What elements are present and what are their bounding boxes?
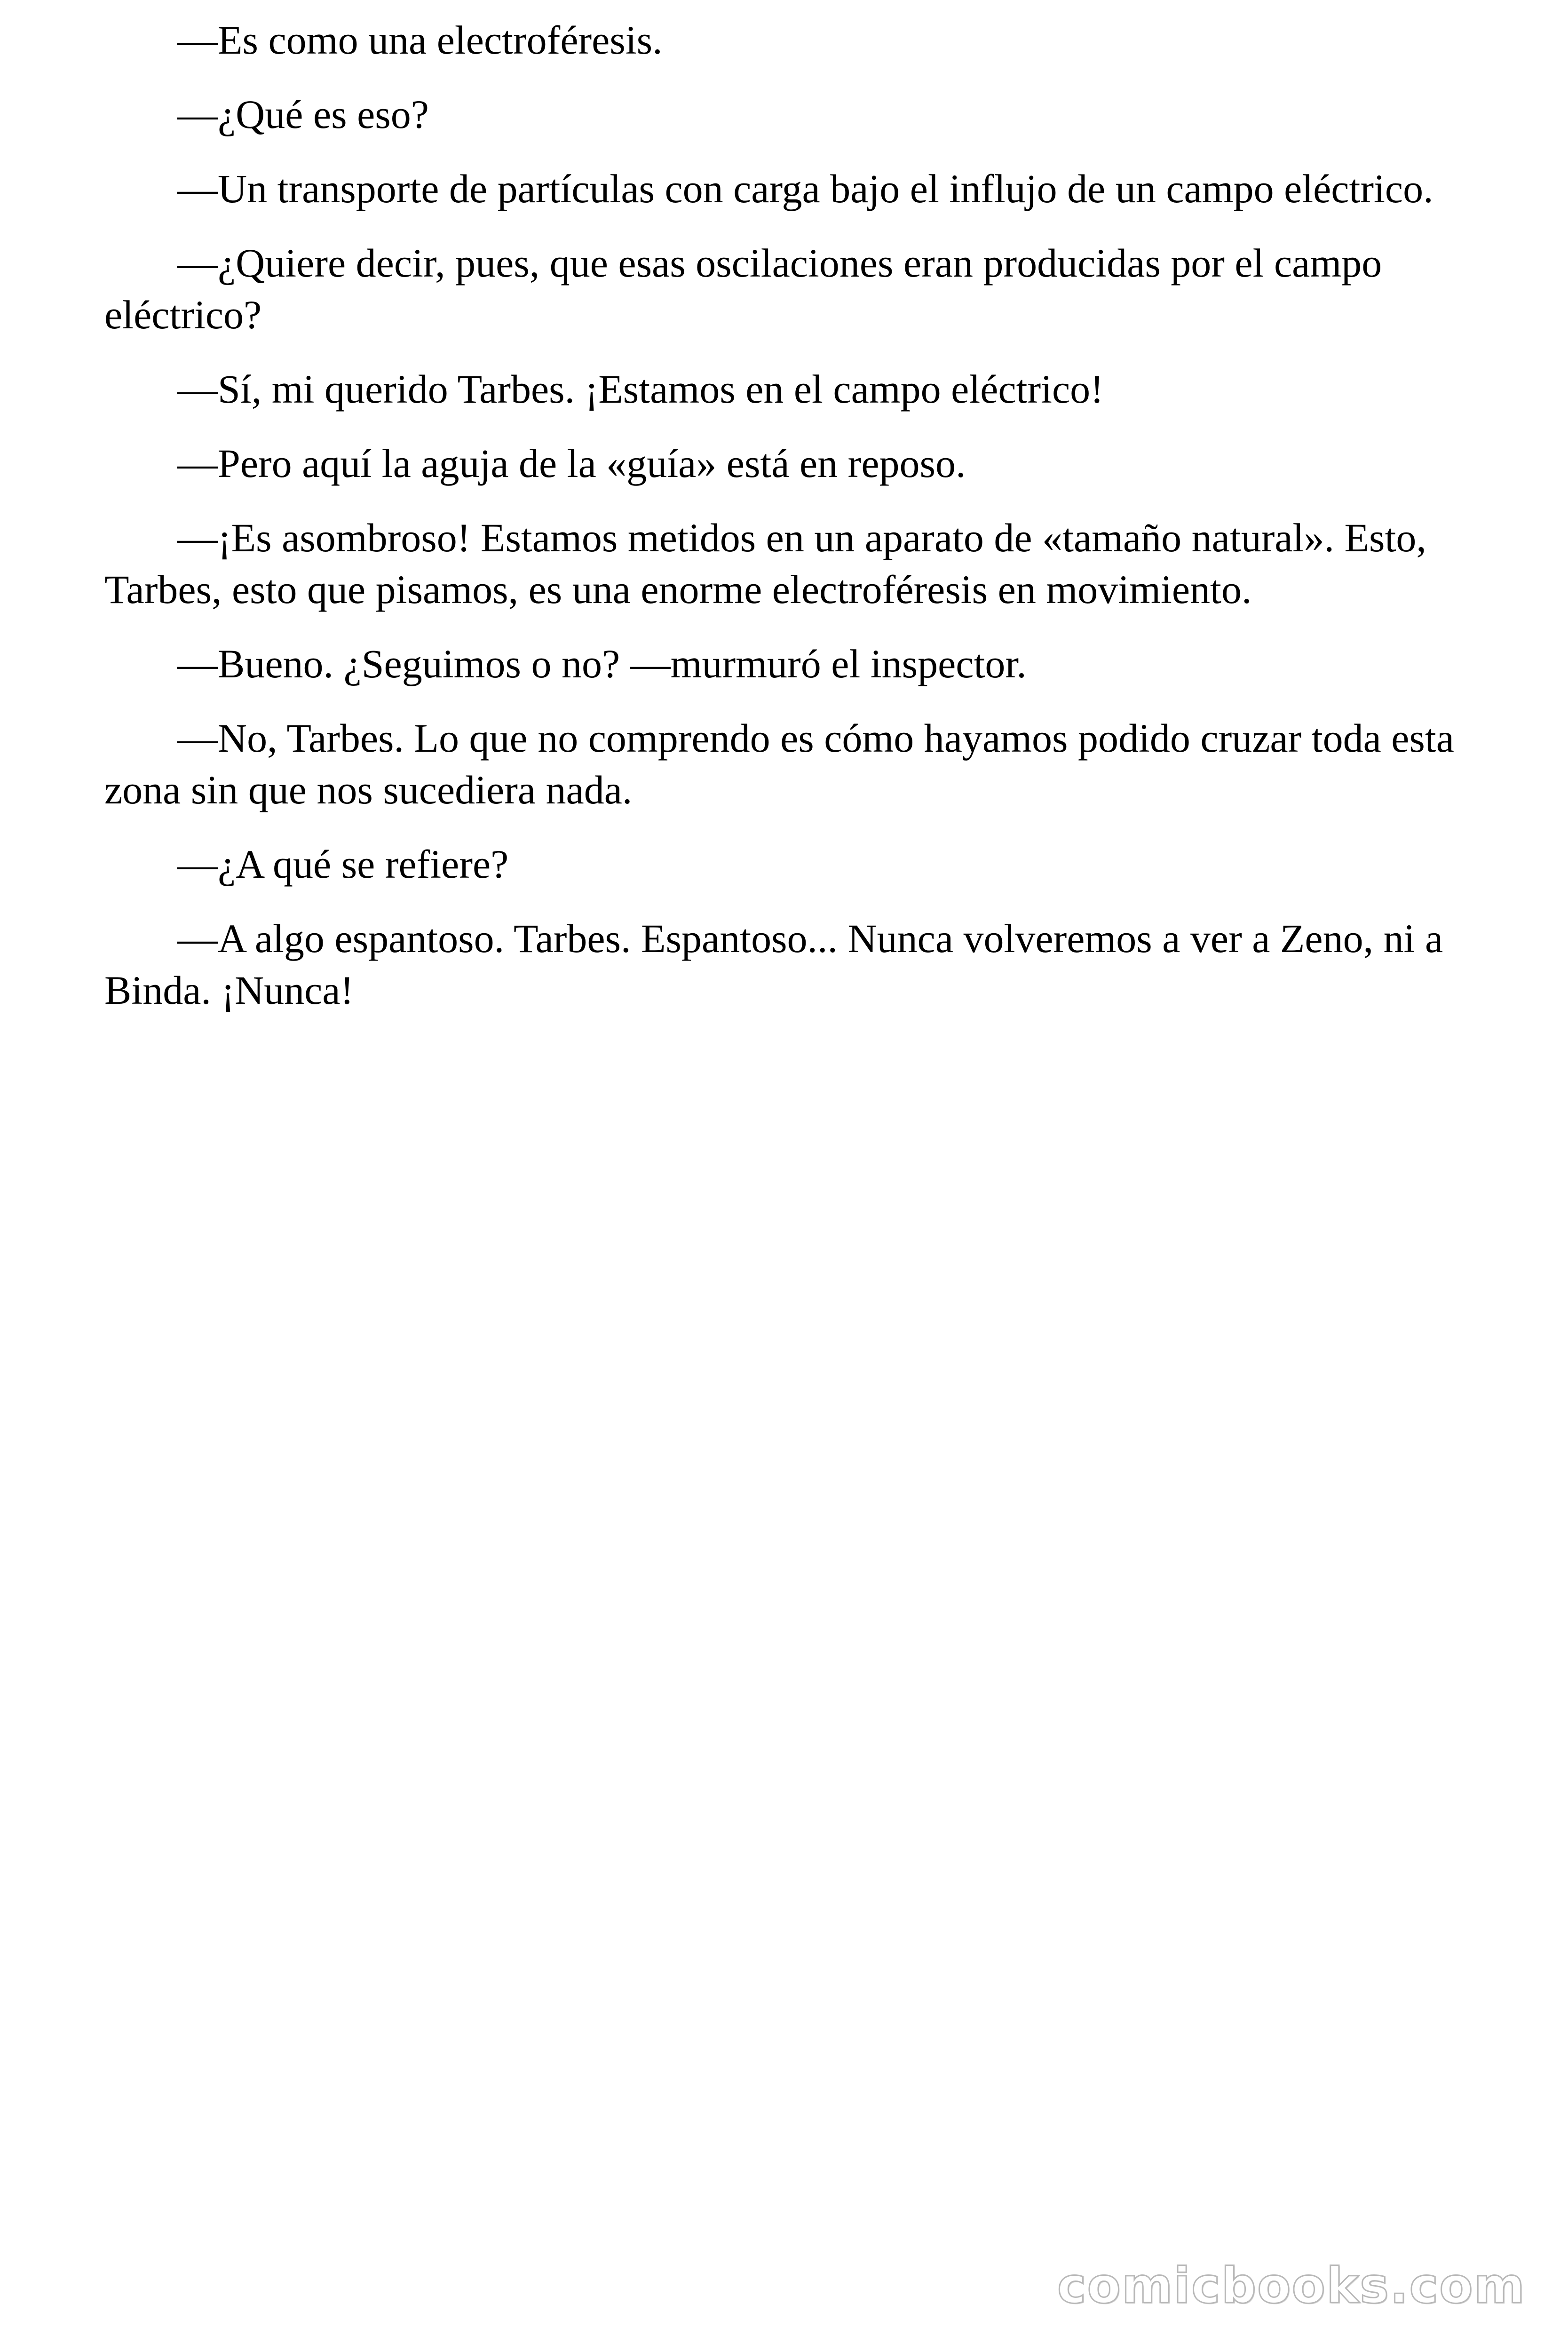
paragraph: —No, Tarbes. Lo que no comprendo es cómo hayamos podido cruzar toda esta zona sin que nos sucediera nada. — [104, 715, 1454, 812]
paragraph: —Pero aquí la aguja de la «guía» está en reposo. — [177, 441, 966, 486]
paragraph: —¿A qué se refiere? — [177, 842, 509, 887]
paragraph: —¡Es asombroso! Estamos metidos en un aparato de «tamaño natural». Esto, Tarbes, esto que pisamos, es una enorme electroféresis en movimiento. — [104, 515, 1426, 612]
paragraph: —¿Qué es eso? — [177, 92, 429, 137]
paragraph: —Sí, mi querido Tarbes. ¡Estamos en el campo eléctrico! — [177, 366, 1104, 412]
page-body — [104, 14, 1478, 1039]
paragraph: —¿Quiere decir, pues, que esas oscilaciones eran producidas por el campo eléctrico? — [104, 240, 1382, 337]
paragraph: —A algo espantoso. Tarbes. Espantoso... Nunca volveremos a ver a Zeno, ni a Binda. ¡Nunca! — [104, 916, 1443, 1013]
paragraph: —Un transporte de partículas con carga bajo el influjo de un campo eléctrico. — [177, 166, 1433, 211]
paragraph: —Es como una electroféresis. — [177, 17, 663, 63]
watermark: comicbooks.com — [1057, 2257, 1526, 2314]
paragraph: —Bueno. ¿Seguimos o no? —murmuró el inspector. — [177, 641, 1027, 686]
